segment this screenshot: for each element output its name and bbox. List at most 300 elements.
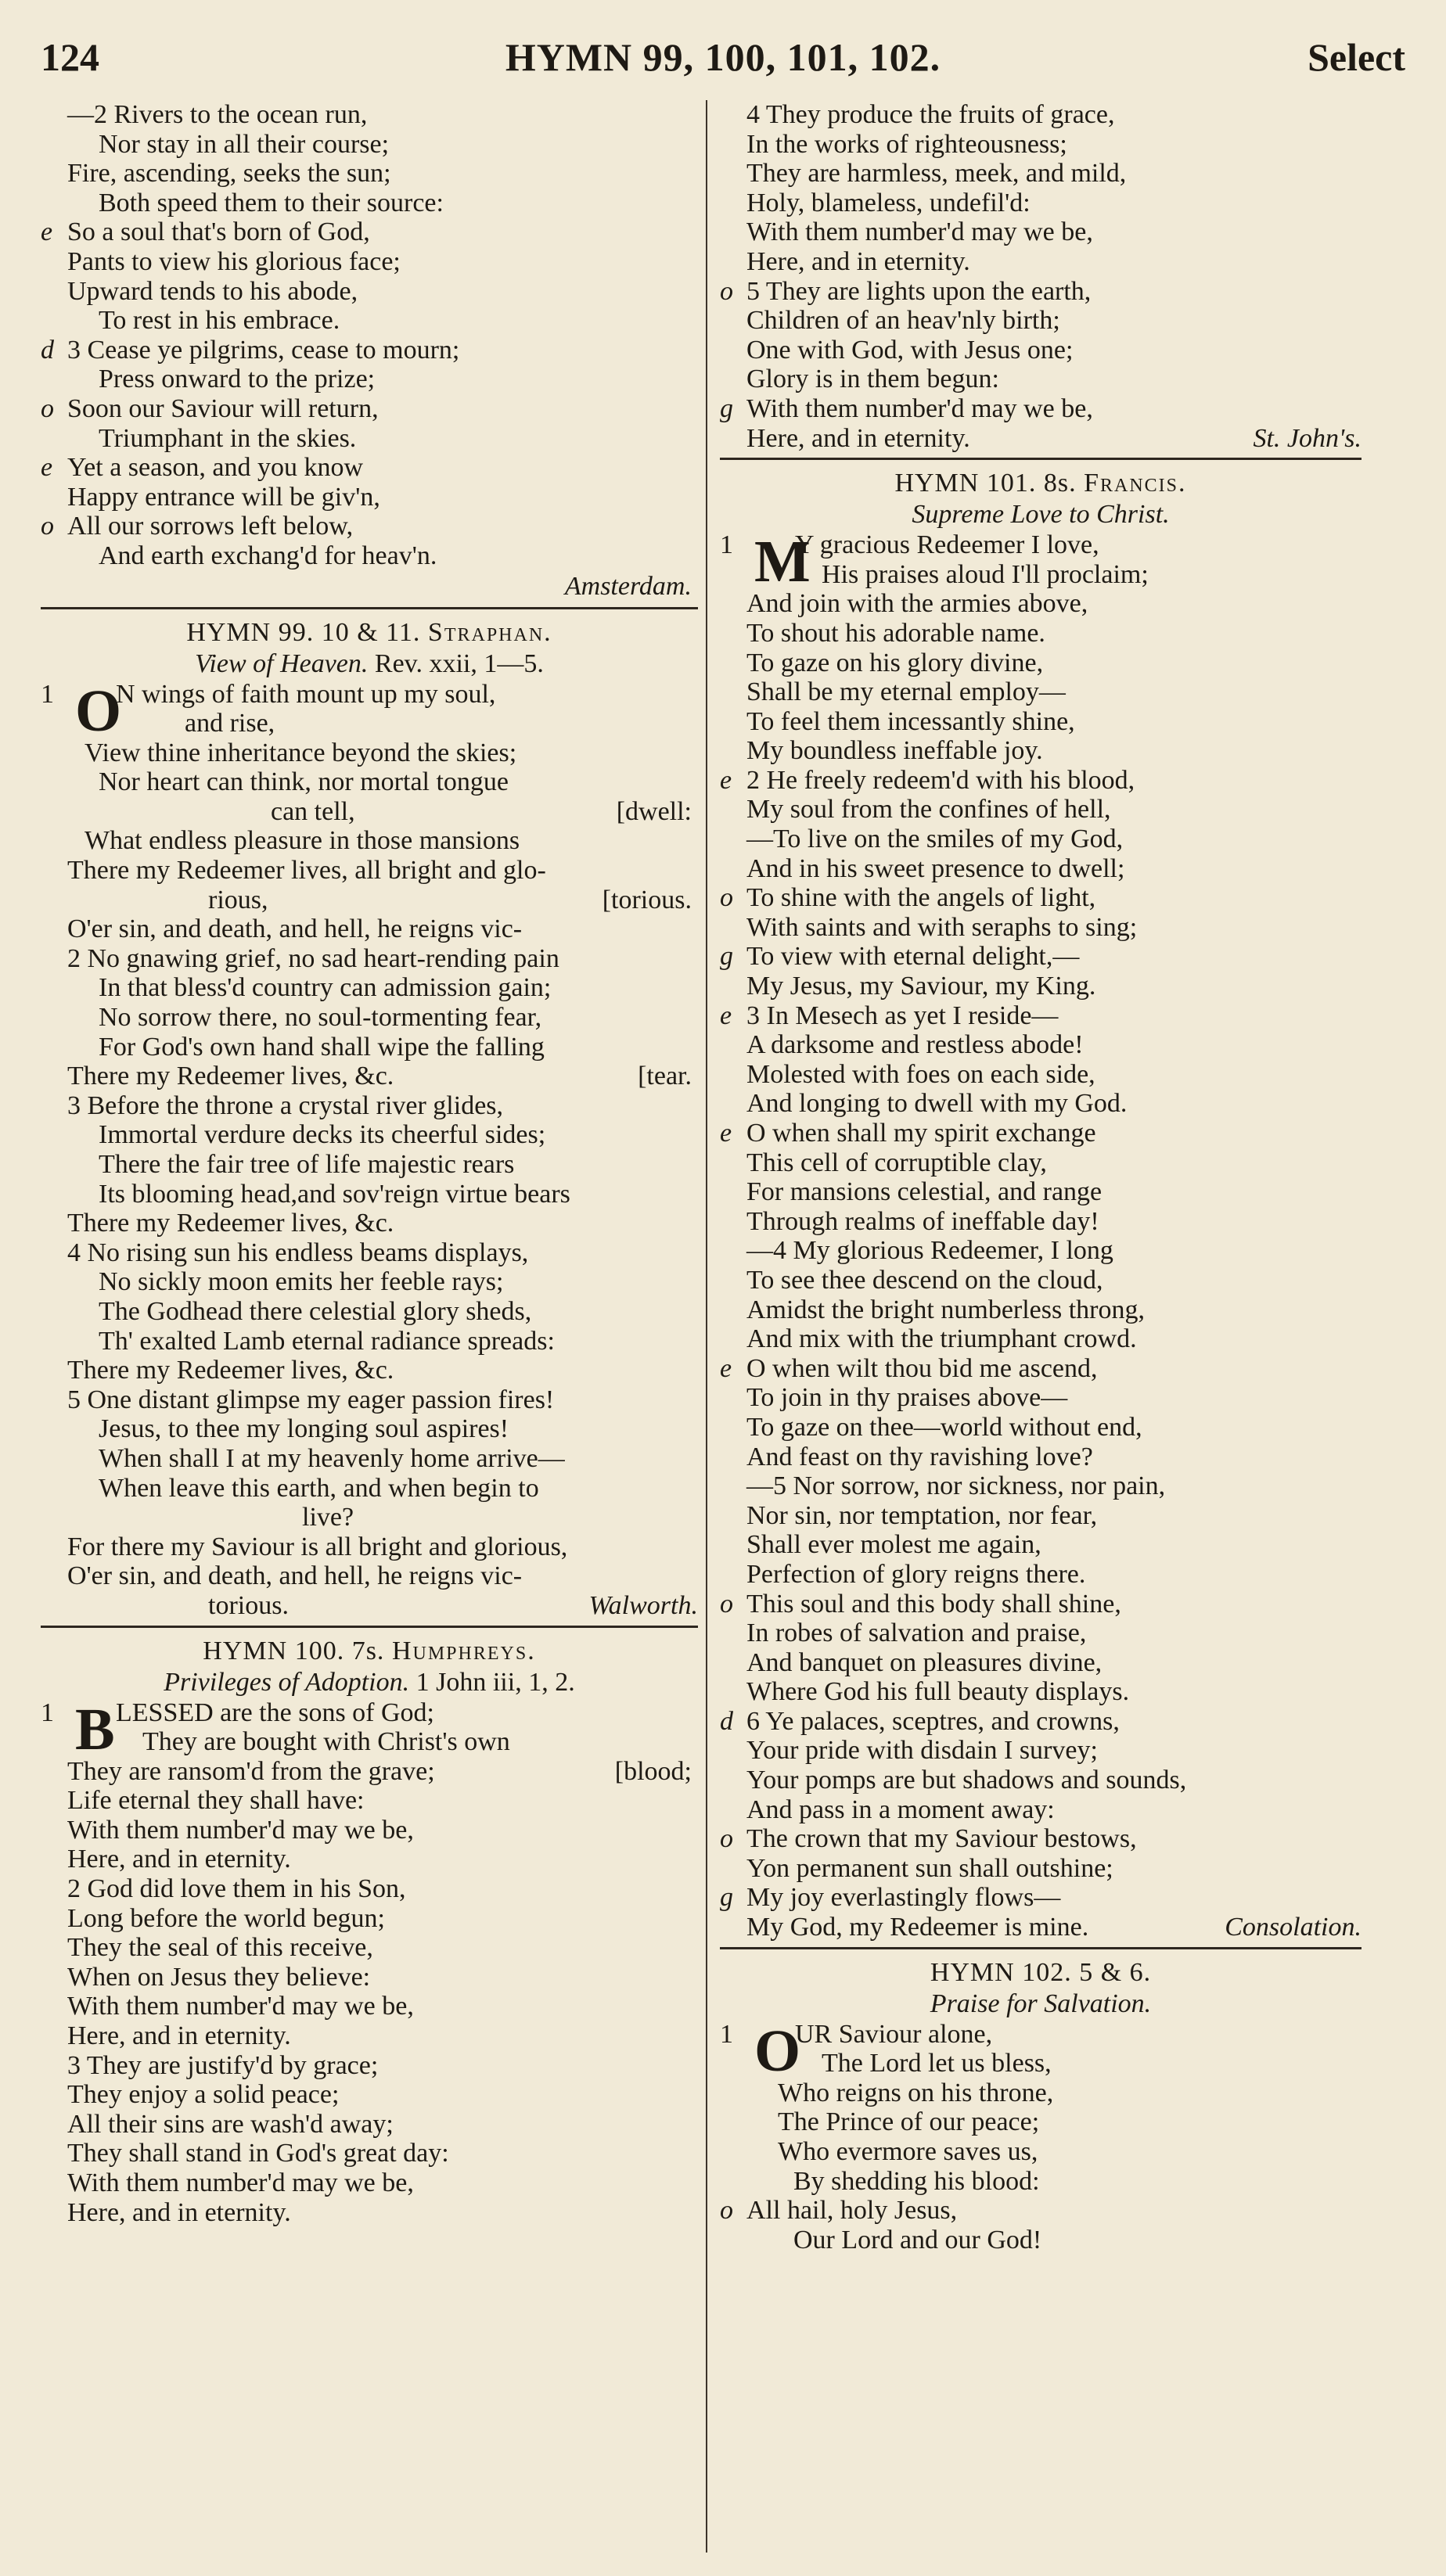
verse-line <box>720 913 1361 943</box>
section-rule <box>41 1626 698 1628</box>
verse-text: Long before the world begun; <box>67 1903 385 1933</box>
verse-line <box>720 217 1361 247</box>
drop-capital: O <box>754 2017 801 2084</box>
expression-mark: o <box>720 1589 733 1619</box>
verse-line <box>720 1471 1361 1501</box>
verse-line <box>720 1354 1361 1384</box>
verse-text: When leave this earth, and when begin to <box>99 1473 539 1503</box>
verse-line <box>41 453 698 483</box>
verse-line <box>720 1795 1361 1825</box>
running-section: Select <box>1308 35 1405 79</box>
carryover-text: [blood; <box>614 1756 692 1786</box>
expression-mark: o <box>41 512 54 541</box>
verse-line <box>41 306 698 336</box>
verse-line <box>720 1530 1361 1560</box>
hymn-subject-text: View of Heaven. <box>195 648 369 678</box>
verse-text: In the works of righteousness; <box>746 129 1067 159</box>
verse-line <box>720 1766 1361 1795</box>
drop-capital: O <box>75 677 122 744</box>
carryover-text: [dwell: <box>616 796 692 826</box>
verse-line <box>41 1874 698 1904</box>
verse-line <box>720 189 1361 218</box>
verse-text: And in his sweet presence to dwell; <box>746 853 1125 883</box>
verse-text: When on Jesus they believe: <box>67 1962 371 1992</box>
verse-line <box>720 336 1361 365</box>
verse-text: To rest in his embrace. <box>99 306 340 336</box>
verse-text: 5 They are lights upon the earth, <box>746 276 1092 306</box>
verse-line <box>720 1266 1361 1295</box>
verse-line <box>41 1414 698 1444</box>
verse-text: They the seal of this receive, <box>67 1933 373 1963</box>
verse-line <box>41 1327 698 1356</box>
verse-number: 1 <box>720 530 733 560</box>
verse-text: And pass in a moment away: <box>746 1795 1055 1824</box>
verse-text: And longing to dwell with my God. <box>746 1089 1128 1119</box>
page-header <box>41 34 1405 89</box>
verse-line <box>41 1444 698 1474</box>
verse-line <box>41 1816 698 1845</box>
verse-text: To gaze on his glory divine, <box>746 648 1044 677</box>
hymn-heading <box>41 617 698 648</box>
hymn-meter: 7s. <box>351 1636 385 1665</box>
verse-text: 3 Cease ye pilgrims, cease to mourn; <box>67 335 460 365</box>
verse-line <box>41 217 698 247</box>
verse-text: They are ransom'd from the grave; <box>67 1756 435 1786</box>
verse-line <box>41 1091 698 1121</box>
verse-line <box>720 1648 1361 1678</box>
verse-line <box>41 2080 698 2110</box>
verse-line <box>720 825 1361 854</box>
verse-text: Happy entrance will be giv'n, <box>67 482 380 512</box>
verse-line <box>720 247 1361 277</box>
verse-text: In robes of salvation and praise, <box>746 1619 1087 1648</box>
verse-text: Who reigns on his throne, <box>778 2078 1054 2107</box>
verse-line <box>41 2168 698 2198</box>
verse-text: —To live on the smiles of my God, <box>746 825 1124 854</box>
left-column <box>41 100 698 2227</box>
verse-line <box>720 424 1361 454</box>
hymn-heading <box>41 1636 698 1667</box>
verse-text: Fire, ascending, seeks the sun; <box>67 159 391 189</box>
expression-mark: o <box>720 1824 733 1854</box>
verse-line <box>41 189 698 218</box>
verse-line <box>41 1933 698 1963</box>
verse-line <box>720 972 1361 1001</box>
verse-line <box>41 2021 698 2051</box>
verse-line <box>41 1267 698 1297</box>
verse-line <box>41 886 698 915</box>
verse-line <box>41 1532 698 1562</box>
verse-line <box>41 1003 698 1033</box>
verse-text: Molested with foes on each side, <box>746 1059 1095 1089</box>
verse-line <box>41 2139 698 2168</box>
verse-line <box>720 365 1361 394</box>
verse-text: What endless pleasure in those mansions <box>85 826 520 856</box>
verse-text: With them number'd may we be, <box>746 393 1093 423</box>
verse-text: Children of an heav'nly birth; <box>746 306 1060 336</box>
verse-line <box>41 2110 698 2139</box>
verse-text: His praises aloud I'll proclaim; <box>822 559 1149 589</box>
verse-text: O'er sin, and death, and hell, he reigns vic- <box>67 914 523 944</box>
verse-line <box>720 1383 1361 1413</box>
hymn-heading <box>720 1957 1361 1989</box>
verse-line <box>720 1501 1361 1531</box>
hymn-subject-text: Privileges of Adoption. <box>164 1667 410 1697</box>
verse-text: Shall be my eternal employ— <box>746 677 1066 707</box>
verse-text: Here, and in eternity. <box>67 2197 291 2227</box>
verse-line <box>41 1503 698 1532</box>
section-rule <box>720 458 1361 460</box>
verse-text: And join with the armies above, <box>746 589 1088 619</box>
hymn-number: HYMN 101. <box>894 469 1037 498</box>
hymn-tune: Francis. <box>1084 469 1187 498</box>
verse-text: 6 Ye palaces, sceptres, and crowns, <box>746 1706 1120 1736</box>
verse-text: Yet a season, and you know <box>67 453 364 483</box>
verse-text: There my Redeemer lives, all bright and glo- <box>67 856 546 886</box>
hymn-subject <box>41 1667 698 1698</box>
verse-text: With them number'd may we be, <box>67 1992 414 2021</box>
verse-line <box>720 1707 1361 1737</box>
verse-text: 4 No rising sun his endless beams displays, <box>67 1238 529 1267</box>
verse-text: They shall stand in God's great day: <box>67 2139 449 2168</box>
verse-line <box>41 1786 698 1816</box>
verse-text: 3 They are justify'd by grace; <box>67 2050 379 2080</box>
verse-text: For mansions celestial, and range <box>746 1177 1102 1207</box>
verse-text: O when wilt thou bid me ascend, <box>746 1353 1098 1383</box>
hymn-meter: 8s. <box>1043 469 1077 498</box>
verse-text: Where God his full beauty displays. <box>746 1677 1130 1707</box>
verse-line <box>41 973 698 1003</box>
hymn-subject <box>41 648 698 680</box>
verse-text: O'er sin, and death, and hell, he reigns vic- <box>67 1561 523 1591</box>
verse-line <box>720 1119 1361 1148</box>
verse-text: To join in thy praises above— <box>746 1383 1068 1413</box>
verse-text: Th' exalted Lamb eternal radiance spreads: <box>99 1326 555 1356</box>
verse-text: With them number'd may we be, <box>746 217 1093 247</box>
verse-line <box>720 394 1361 424</box>
verse-text: My God, my Redeemer is mine. <box>746 1913 1089 1942</box>
expression-mark: g <box>720 393 733 423</box>
verse-line <box>41 2198 698 2228</box>
verse-text: By shedding his blood: <box>793 2166 1040 2196</box>
column-divider <box>706 100 707 2553</box>
verse-text: So a soul that's born of God, <box>67 217 370 247</box>
verse-number: 1 <box>41 679 54 709</box>
verse-text: 3 Before the throne a crystal river glides, <box>67 1090 504 1120</box>
verse-text: and rise, <box>185 709 275 738</box>
verse-line <box>41 1120 698 1150</box>
verse-line <box>720 942 1361 972</box>
expression-mark: o <box>720 276 733 306</box>
verse-line <box>41 767 698 797</box>
expression-mark: g <box>720 1883 733 1913</box>
expression-mark: d <box>41 335 54 365</box>
verse-text: live? <box>302 1503 354 1532</box>
verse-line <box>41 1180 698 1209</box>
verse-text: When shall I at my heavenly home arrive— <box>99 1443 565 1473</box>
verse-line <box>41 1033 698 1062</box>
verse-line <box>720 1854 1361 1884</box>
verse-text: One with God, with Jesus one; <box>746 335 1074 365</box>
verse-line <box>41 365 698 394</box>
verse-line <box>41 394 698 424</box>
verse-text: 5 One distant glimpse my eager passion fires! <box>67 1385 555 1414</box>
verse-line <box>720 306 1361 336</box>
verse-text: View thine inheritance beyond the skies; <box>85 738 517 767</box>
verse-line <box>41 483 698 512</box>
verse-text: And banquet on pleasures divine, <box>746 1647 1102 1677</box>
verse-line <box>41 1297 698 1327</box>
scripture-reference: Rev. xxii, 1—5. <box>374 648 544 678</box>
verse-line <box>41 797 698 827</box>
verse-line <box>720 1677 1361 1707</box>
verse-line <box>41 856 698 886</box>
verse-text: My Jesus, my Saviour, my King. <box>746 972 1096 1001</box>
verse-text: Nor sin, nor temptation, nor fear, <box>746 1500 1098 1530</box>
verse-line <box>41 1992 698 2021</box>
verse-text: The Prince of our peace; <box>778 2107 1040 2137</box>
verse-line <box>720 795 1361 825</box>
verse-text: Yon permanent sun shall outshine; <box>746 1853 1113 1883</box>
verse-text: Soon our Saviour will return, <box>67 393 379 423</box>
verse-line <box>720 1590 1361 1619</box>
verse-text: All their sins are wash'd away; <box>67 2109 394 2139</box>
verse-text: Upward tends to his abode, <box>67 276 358 306</box>
verse-text: For God's own hand shall wipe the falling <box>99 1032 545 1062</box>
running-title: HYMN 99, 100, 101, 102. <box>505 35 941 79</box>
drop-capital: M <box>754 529 811 595</box>
verse-line <box>720 2137 1361 2167</box>
verse-line <box>720 1089 1361 1119</box>
verse-text: And mix with the triumphant crowd. <box>746 1324 1137 1354</box>
verse-line <box>41 159 698 189</box>
verse-line <box>41 277 698 307</box>
verse-line <box>720 766 1361 796</box>
verse-line <box>41 424 698 454</box>
expression-mark: d <box>720 1706 733 1736</box>
verse-text: Here, and in eternity. <box>746 423 970 453</box>
verse-number: 1 <box>720 2019 733 2049</box>
verse-text: Nor stay in all their course; <box>99 129 390 159</box>
verse-text: —2 Rivers to the ocean run, <box>67 100 368 129</box>
verse-text: 2 No gnawing grief, no sad heart-rending pain <box>67 943 559 973</box>
verse-text: Its blooming head,and sov'reign virtue bears <box>99 1179 570 1209</box>
verse-line <box>720 2196 1361 2226</box>
verse-text: rious, <box>208 885 268 914</box>
hymn-heading <box>720 468 1361 499</box>
verse-line <box>41 512 698 541</box>
verse-line <box>720 560 1361 590</box>
verse-text: There my Redeemer lives, &c. <box>67 1062 394 1091</box>
drop-capital: B <box>75 1696 115 1762</box>
verse-line <box>41 1904 698 1934</box>
verse-text: The Godhead there celestial glory sheds, <box>99 1296 532 1326</box>
right-column <box>720 100 1361 2254</box>
verse-text: My boundless ineffable joy. <box>746 736 1043 766</box>
verse-text: To feel them incessantly shine, <box>746 706 1075 736</box>
verse-text: 2 He freely redeem'd with his blood, <box>746 765 1135 795</box>
verse-line <box>720 1824 1361 1854</box>
hymn-number: HYMN 100. <box>203 1636 345 1665</box>
verse-text: With saints and with seraphs to sing; <box>746 912 1138 942</box>
expression-mark: e <box>720 765 732 795</box>
tune-credit: Consolation. <box>1225 1913 1361 1942</box>
verse-text: Triumphant in the skies. <box>99 423 357 453</box>
verse-line <box>41 336 698 365</box>
verse-line <box>720 1560 1361 1590</box>
scripture-reference: 1 John iii, 1, 2. <box>415 1667 575 1697</box>
verse-text: Holy, blameless, undefil'd: <box>746 188 1031 217</box>
verse-line <box>720 619 1361 648</box>
hymn-number: HYMN 102. <box>930 1957 1072 1987</box>
verse-text: My joy everlastingly flows— <box>746 1883 1061 1913</box>
verse-text: All hail, holy Jesus, <box>746 2196 958 2226</box>
verse-text: Both speed them to their source: <box>99 188 444 217</box>
hymn-subject-text: Praise for Salvation. <box>930 1989 1152 2018</box>
expression-mark: o <box>41 393 54 423</box>
verse-text: Press onward to the prize; <box>99 365 376 394</box>
verse-line <box>41 1238 698 1268</box>
verse-text: And earth exchang'd for heav'n. <box>99 541 437 570</box>
verse-line <box>720 1619 1361 1648</box>
verse-line <box>41 1561 698 1591</box>
hymn-tune: Straphan. <box>427 617 552 647</box>
expression-mark: o <box>720 2196 733 2226</box>
hymn-meter: 10 & 11. <box>321 617 421 647</box>
verse-text: can tell, <box>271 796 355 826</box>
verse-line <box>720 159 1361 189</box>
expression-mark: e <box>41 453 53 483</box>
verse-text: Nor heart can think, nor mortal tongue <box>99 767 509 797</box>
verse-line <box>41 944 698 974</box>
section-rule <box>41 607 698 609</box>
verse-text: Y gracious Redeemer I love, <box>795 530 1099 560</box>
verse-text: Jesus, to thee my longing soul aspires! <box>99 1414 509 1444</box>
verse-text: Life eternal they shall have: <box>67 1786 365 1816</box>
verse-line <box>720 736 1361 766</box>
verse-line <box>720 277 1361 307</box>
verse-line <box>41 1757 698 1787</box>
verse-text: With them number'd may we be, <box>67 2168 414 2197</box>
verse-text: —5 Nor sorrow, nor sickness, nor pain, <box>746 1471 1166 1501</box>
verse-line <box>720 1442 1361 1472</box>
verse-line <box>720 648 1361 678</box>
verse-line <box>41 1727 698 1757</box>
expression-mark: o <box>720 883 733 913</box>
verse-line <box>41 100 698 130</box>
verse-text: To view with eternal delight,— <box>746 942 1080 972</box>
verse-text: This cell of corruptible clay, <box>746 1148 1047 1177</box>
verse-line <box>720 677 1361 707</box>
verse-text: Perfection of glory reigns there. <box>746 1559 1086 1589</box>
verse-line <box>720 2049 1361 2078</box>
verse-text: Who evermore saves us, <box>778 2137 1038 2166</box>
verse-line <box>720 2167 1361 2197</box>
verse-line <box>41 1062 698 1091</box>
verse-text: With them number'd may we be, <box>67 1815 414 1845</box>
section-rule <box>720 1947 1361 1949</box>
verse-text: Here, and in eternity. <box>67 2021 291 2051</box>
verse-line <box>720 1883 1361 1913</box>
verse-text: They enjoy a solid peace; <box>67 2080 340 2110</box>
expression-mark: e <box>720 1353 732 1383</box>
verse-line <box>720 2107 1361 2137</box>
verse-text: A darksome and restless abode! <box>746 1030 1084 1060</box>
verse-text: LESSED are the sons of God; <box>116 1698 435 1727</box>
verse-text: No sorrow there, no soul-tormenting fear, <box>99 1003 542 1033</box>
verse-line <box>720 1236 1361 1266</box>
hymn-subject-text: Supreme Love to Christ. <box>912 500 1170 530</box>
verse-line <box>720 1913 1361 1942</box>
verse-text: —4 My glorious Redeemer, I long <box>746 1236 1113 1266</box>
verse-text: There my Redeemer lives, &c. <box>67 1356 394 1385</box>
verse-line <box>720 2078 1361 2108</box>
verse-text: Through realms of ineffable day! <box>746 1206 1099 1236</box>
verse-line <box>720 1736 1361 1766</box>
verse-line <box>41 738 698 768</box>
expression-mark: e <box>41 217 53 247</box>
verse-line <box>720 1413 1361 1442</box>
verse-text: This soul and this body shall shine, <box>746 1589 1121 1619</box>
verse-text: Shall ever molest me again, <box>746 1530 1041 1560</box>
tune-credit: Walworth. <box>588 1590 698 1620</box>
expression-mark: e <box>720 1119 732 1148</box>
hymn-meter: 5 & 6. <box>1079 1957 1152 1987</box>
verse-line <box>41 1474 698 1504</box>
verse-line <box>41 914 698 944</box>
verse-line <box>720 707 1361 737</box>
verse-line <box>720 589 1361 619</box>
verse-number: 1 <box>41 1698 54 1727</box>
verse-line <box>720 854 1361 884</box>
verse-text: For there my Saviour is all bright and glorious, <box>67 1532 568 1561</box>
verse-line <box>720 1295 1361 1325</box>
page-number: 124 <box>41 35 99 79</box>
verse-text: There the fair tree of life majestic rears <box>99 1150 515 1179</box>
verse-line <box>720 883 1361 913</box>
verse-line <box>41 1356 698 1385</box>
verse-text: Your pomps are but shadows and sounds, <box>746 1766 1187 1795</box>
verse-text: They are bought with Christ's own <box>142 1727 510 1757</box>
verse-text: To see thee descend on the cloud, <box>746 1265 1103 1295</box>
verse-text: 4 They produce the fruits of grace, <box>746 100 1115 129</box>
verse-line <box>720 1060 1361 1090</box>
verse-line <box>41 541 698 571</box>
verse-text: Pants to view his glorious face; <box>67 246 401 276</box>
verse-line <box>41 1209 698 1238</box>
verse-text: My soul from the confines of hell, <box>746 795 1111 825</box>
verse-text: Amidst the bright numberless throng, <box>746 1295 1146 1324</box>
verse-line <box>720 130 1361 160</box>
verse-text: There my Redeemer lives, &c. <box>67 1209 394 1238</box>
verse-line <box>41 1963 698 1992</box>
verse-line <box>41 1845 698 1874</box>
verse-line <box>720 1001 1361 1031</box>
verse-text: The crown that my Saviour bestows, <box>746 1824 1137 1854</box>
hymn-number: HYMN 99. <box>186 617 315 647</box>
verse-line <box>41 826 698 856</box>
verse-text: 2 God did love them in his Son, <box>67 1874 406 1904</box>
verse-text: To gaze on thee—world without end, <box>746 1412 1142 1442</box>
verse-text: 3 In Mesech as yet I reside— <box>746 1001 1059 1030</box>
verse-text: They are harmless, meek, and mild, <box>746 159 1127 189</box>
verse-text: Here, and in eternity. <box>746 246 970 276</box>
verse-text: torious. <box>208 1590 289 1620</box>
verse-line <box>41 709 698 738</box>
verse-line <box>720 1324 1361 1354</box>
verse-text: Immortal verdure decks its cheerful sides; <box>99 1120 546 1150</box>
hymn-tune: Humphreys. <box>391 1636 536 1665</box>
